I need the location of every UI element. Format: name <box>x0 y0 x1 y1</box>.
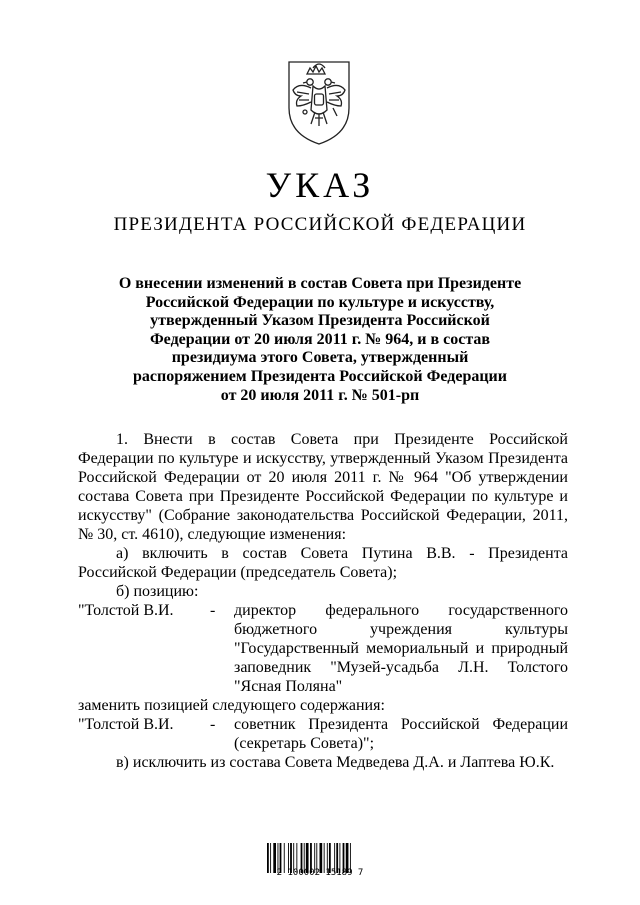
new-position-dash: - <box>210 716 216 733</box>
paragraph-1: 1. Внести в состав Совета при Президенте Российской Федерации по культуре и искусству, утвержденный Указом Президента Российской Федерации от 20 июля 2011 г. № 964 "Об утверждении состава Совета при Президенте Российской Федерации по культуре и искусству" (Собрание законодательства Российской Федерации, 2011, № 30, ст. 4610), следующие изменения: <box>78 431 568 543</box>
new-position-role: советник Президента Российской Федерации (секретарь Совета)"; <box>234 716 568 752</box>
decree-body <box>78 430 568 772</box>
heading-line: распоряжением Президента Российской Федерации <box>133 367 507 385</box>
heading-line: О внесении изменений в состав Совета при Президенте <box>118 275 522 292</box>
old-position-role: директор федерального государственного бюджетного учреждения культуры "Государственный мемориальный и природный заповедник "Музей-усадьба Л.Н. Толстого "Ясная Поляна" <box>234 602 568 695</box>
item-v: в) исключить из состава Совета Медведева Д.А. и Лаптева Ю.К. <box>116 754 555 771</box>
decree-heading <box>100 275 540 405</box>
heading-line: утвержденный Указом Президента Российской <box>150 312 490 330</box>
decree-title: УКАЗ <box>265 165 375 205</box>
decree-subtitle: ПРЕЗИДЕНТА РОССИЙСКОЙ ФЕДЕРАЦИИ <box>113 214 527 235</box>
heading-line: от 20 июля 2011 г. № 501-рп <box>220 386 420 404</box>
old-position <box>78 601 568 696</box>
old-position-name: "Толстой В.И. <box>78 602 174 619</box>
item-b: б) позицию: <box>116 583 199 600</box>
new-position <box>78 715 568 753</box>
barcode-number: 2 100002 15189 7 <box>276 868 364 878</box>
heading-line: Федерации от 20 июля 2011 г. № 964, и в состав <box>149 330 491 348</box>
item-a: а) включить в состав Совета Путина В.В. - Президента Российской Федерации (председатель Совета); <box>78 545 568 581</box>
new-position-name: "Толстой В.И. <box>78 716 174 733</box>
heading-line: президиума этого Совета, утвержденный <box>171 349 469 367</box>
old-position-dash: - <box>210 602 216 619</box>
replace-text: заменить позицией следующего содержания: <box>78 697 385 714</box>
coat-of-arms-emblem-icon <box>277 56 361 148</box>
heading-line: Российской Федерации по культуре и искусству, <box>145 293 495 311</box>
